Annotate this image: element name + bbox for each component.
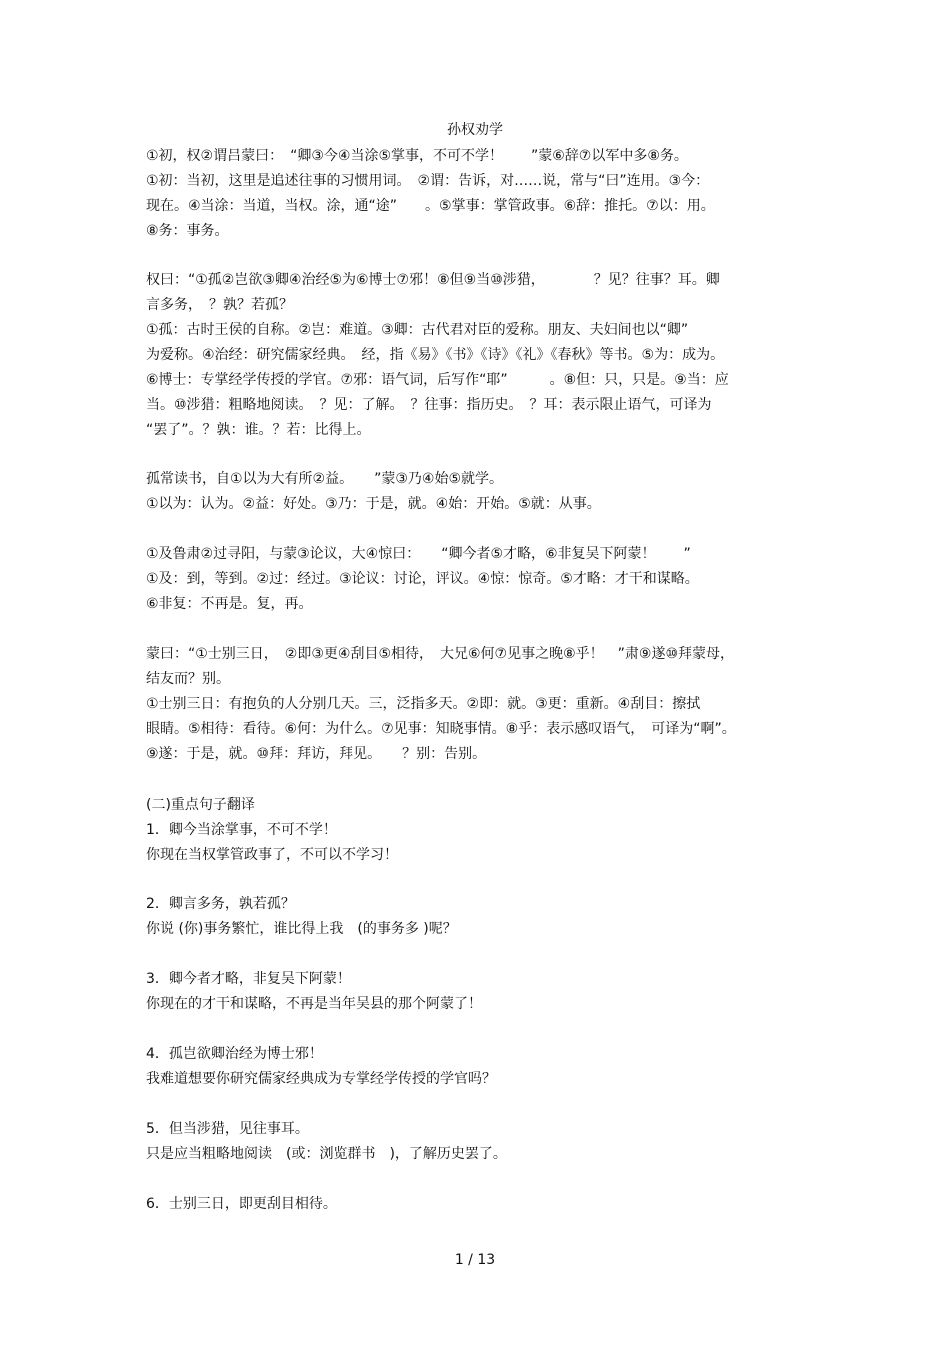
text-line: 言多务， ？孰？若孤？ bbox=[146, 297, 293, 313]
text-line: 当。⑩涉猎：粗略地阅读。 ？见：了解。 ？往事：指历史。 ？耳：表示限止语气，可译为 bbox=[146, 397, 712, 413]
text-line: 为爱称。④治经：研究儒家经典。 经，指《易》《书》《诗》《礼》《春秋》等书。⑤为：成为。 bbox=[146, 347, 725, 363]
text-line: ①以为：认为。②益：好处。③乃：于是，就。④始：开始。⑤就：从事。 bbox=[146, 496, 601, 512]
text-line: ⑧务：事务。 bbox=[146, 223, 229, 239]
text-line: 眼睛。⑤相待：看待。⑥何：为什么。⑦见事：知晓事情。⑧乎：表示感叹语气， 可译为“啊”。 bbox=[146, 721, 736, 737]
sentence-translation: 只是应当粗略地阅读 (或：浏览群书 )，了解历史罢了。 bbox=[146, 1146, 507, 1162]
sentence-original: 6．士别三日，即更刮目相待。 bbox=[146, 1196, 337, 1212]
text-line: ①孤：古时王侯的自称。②岂：难道。③卿：古代君对臣的爱称。朋友、夫妇间也以“卿” bbox=[146, 322, 689, 338]
sentence-original: 5．但当涉猎，见往事耳。 bbox=[146, 1121, 309, 1137]
text-line: “罢了”。？孰：谁。？若：比得上。 bbox=[146, 422, 371, 438]
sentence-translation: 我难道想要你研究儒家经典成为专掌经学传授的学官吗？ bbox=[146, 1071, 496, 1087]
text-line: ①及鲁肃②过寻阳，与蒙③论议，大④惊曰： “卿今者⑤才略，⑥非复吴下阿蒙！ ” bbox=[146, 546, 691, 562]
sentence-original: 2．卿言多务，孰若孤？ bbox=[146, 896, 295, 912]
section-heading: (二)重点句子翻译 bbox=[146, 797, 255, 813]
page-title: 孙权劝学 bbox=[447, 122, 503, 138]
text-line: ①及：到，等到。②过：经过。③论议：讨论，评议。④惊：惊奇。⑤才略：才干和谋略。 bbox=[146, 571, 699, 587]
sentence-translation: 你现在的才干和谋略，不再是当年吴县的那个阿蒙了！ bbox=[146, 996, 482, 1012]
text-line: ⑥非复：不再是。复，再。 bbox=[146, 596, 313, 612]
sentence-original: 3．卿今者才略，非复吴下阿蒙！ bbox=[146, 971, 351, 987]
text-line: ①初：当初，这里是追述往事的习惯用词。 ②谓：告诉，对……说，常与“曰”连用。③今： bbox=[146, 173, 710, 189]
text-line: ⑨遂：于是，就。⑩拜：拜访，拜见。 ？别：告别。 bbox=[146, 746, 487, 762]
sentence-original: 1．卿今当涂掌事，不可不学！ bbox=[146, 822, 337, 838]
text-line: ①初，权②谓吕蒙曰： “卿③今④当涂⑤掌事，不可不学！ ”蒙⑥辞⑦以军中多⑧务。 bbox=[146, 148, 688, 164]
text-line: 现在。④当涂：当道，当权。涂，通“途” 。⑤掌事：掌管政事。⑥辞：推托。⑦以：用。 bbox=[146, 198, 715, 214]
sentence-original: 4．孤岂欲卿治经为博士邪！ bbox=[146, 1046, 323, 1062]
text-line: 蒙曰：“①士别三日， ②即③更④刮目⑤相待， 大兄⑥何⑦见事之晚⑧乎！ ”肃⑨遂⑩拜蒙母， bbox=[146, 646, 735, 662]
text-line: ①士别三日：有抱负的人分别几天。三，泛指多天。②即：就。③更：重新。④刮目：擦拭 bbox=[146, 696, 701, 712]
text-line: ⑥博士：专掌经学传授的学官。⑦邪：语气词，后写作“耶” 。⑧但：只，只是。⑨当：应 bbox=[146, 372, 729, 388]
sentence-translation: 你现在当权掌管政事了，不可以不学习！ bbox=[146, 847, 398, 863]
text-line: 权曰：“①孤②岂欲③卿④治经⑤为⑥博士⑦邪！⑧但⑨当⑩涉猎， ？见？往事？耳。卿 bbox=[146, 272, 720, 288]
text-line: 孤常读书，自①以为大有所②益。 ”蒙③乃④始⑤就学。 bbox=[146, 471, 504, 487]
text-line: 结友而？别。 bbox=[146, 671, 230, 687]
page-number: 1 / 13 bbox=[454, 1252, 496, 1268]
sentence-translation: 你说 (你)事务繁忙，谁比得上我 (的事务多 )呢？ bbox=[146, 921, 457, 937]
